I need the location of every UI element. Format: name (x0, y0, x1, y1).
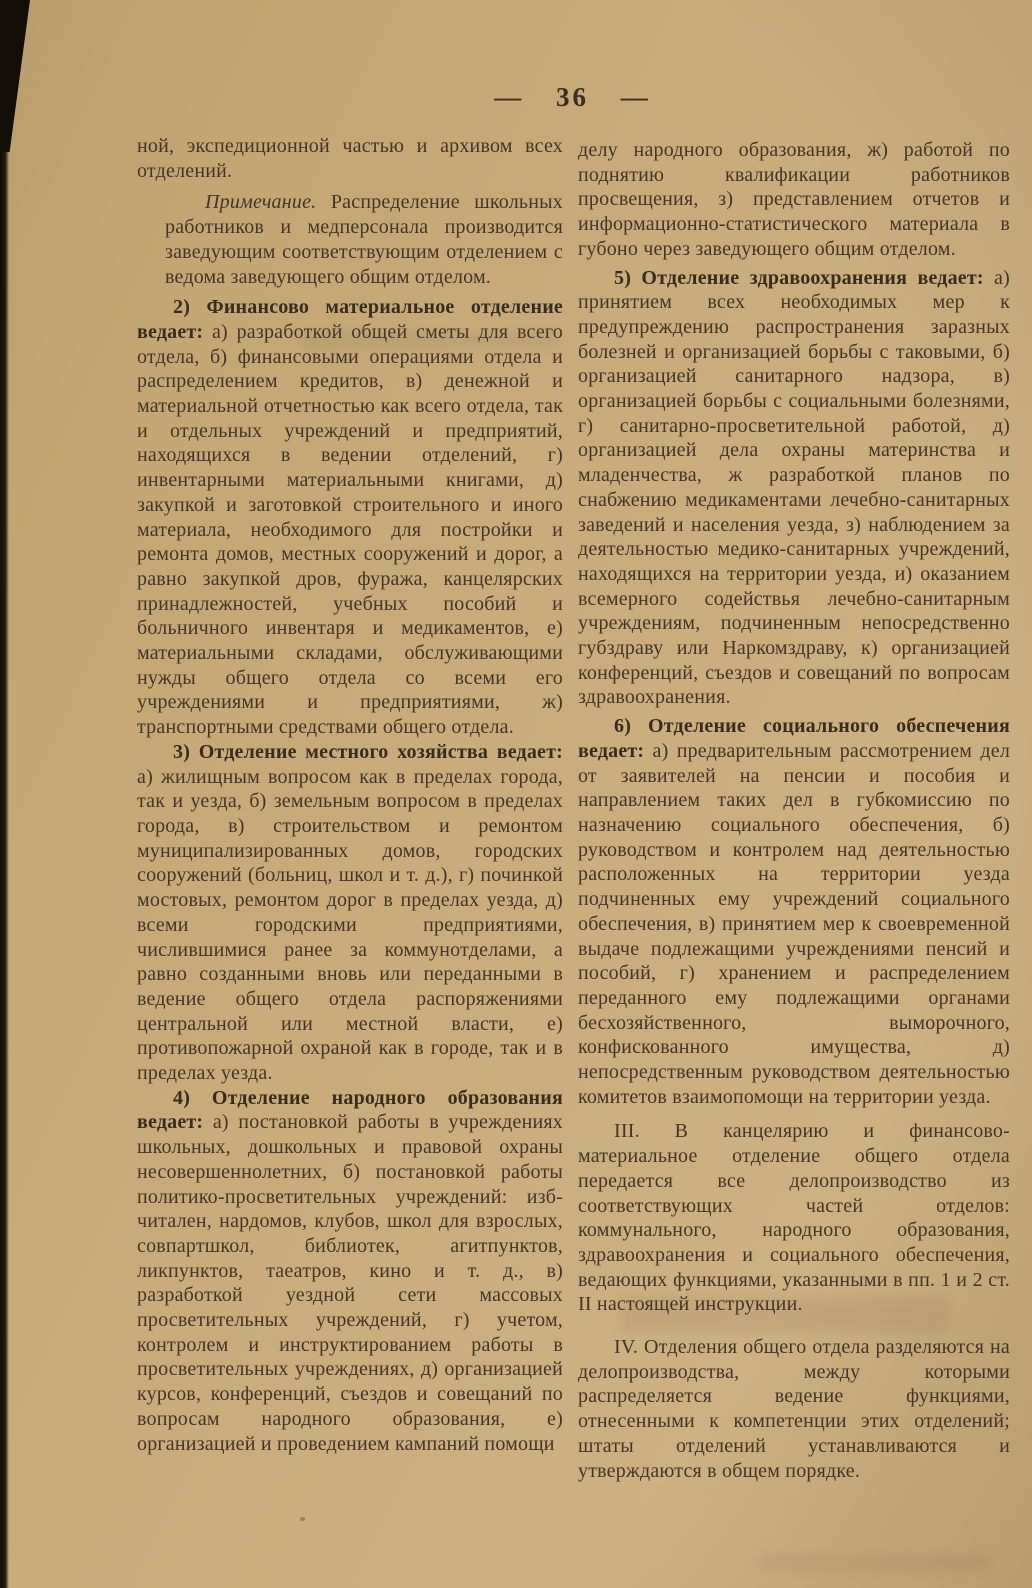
scan-corner-shadow (0, 0, 30, 152)
page-number: — 36 — (494, 82, 651, 112)
paragraph (578, 1119, 1010, 1317)
paragraph (137, 134, 563, 183)
bold-lead-text: 3) Отделение местного хозяйства ведает: (173, 740, 563, 763)
bleedthrough-ghost (760, 1556, 990, 1570)
paragraph (578, 266, 1010, 711)
paragraph (137, 1086, 563, 1457)
paragraph (578, 1335, 1010, 1483)
text-run: а) разработкой общей сметы для всего отдела, б) финансовыми операциями отдела и распределением кредитов, в) денежной и материальной отчетностью как всего отдела, так и отдельных учреждений и предприятий, находящихся в ведении отделений, г) инвентарными материальными книгами, д) закупкой и заготовкой строительного и иного материала, необходимого для постройки и ремонта домов, местных сооружений и дорог, а равно закупкой дров, фуража, канцелярских принадлежностей, учебных пособий и больничного инвентаря и медикаментов, е) материальными складами, обслуживающими нужды общего отдела со всеми его учреждениями и предприятиями, ж) транспортными средствами общего отдела. (137, 320, 563, 739)
paragraph (137, 295, 563, 740)
ink-speck (300, 1517, 305, 1521)
text-run: а) предварительным рассмотрением дел от заявителей на пенсии и пособия и направлением таких дел в губкомиссию по назначению социального обеспечения, б) руководством и контролем над деятельностью расположенных на территории уезда подчиненных ему учреждений социального обеспечения, в) принятием мер к своевременной выдаче подлежащими учреждениями пенсий и пособий, г) хранением и распределением переданного ему подлежащими органами бесхозяйственного, выморочного, конфискованного имущества, д) непосредственным руководством деятельностью комитетов взаимопомощи на территории уезда. (578, 739, 1010, 1108)
scan-edge-shadow (0, 0, 9, 1588)
paragraph (578, 138, 1010, 262)
text-run: а) жилищным вопросом как в пределах города, так и уезда, б) земельным вопросом в пределах города, в) строительством и ремонтом муниципализированных домов, городских сооружений (больниц, школ и т. д.), г) починкой мостовых, ремонтом дорог в пределах уезда, д) всеми городскими предприятиями, числившимися ранее за коммунотделами, а равно созданными вновь или переданными в ведение общего отдела распоряжениями центральной или местной власти, е) противопожарной охраной как в городе, так и в пределах уезда. (137, 765, 563, 1085)
text-run: III. В канцелярию и финансово-материальное отделение общего отдела передается все делопроизводство из соответствующих частей отделов: коммунального, народного образования, здравоохранения и социального обеспечения, ведающих функциями, указанными в пп. 1 и 2 ст. II настоящей инструкции. (578, 1120, 1010, 1316)
text-run: делу народного образования, ж) работой по поднятию квалификации работников просвещения, з) представлением отчетов и информационно-статистического материала в губоно через заведующего общим отделом. (578, 139, 1010, 260)
text-run: ной, экспедиционной частью и архивом всех отделений. (137, 135, 563, 182)
note-paragraph (165, 190, 563, 289)
right-text-column (578, 138, 1010, 1483)
bold-lead-text: 2) Финансово материальное отделение ведает: (137, 296, 563, 343)
text-run: IV. Отделения общего отдела разделяются на делопроизводства, между которыми распределяется ведение функциями, отнесенными к компетенции этих отделений; штаты отделений устанавливаются и утверждаются в общем порядке. (578, 1336, 1010, 1482)
text-run: а) постановкой работы в учреждениях школьных, дошкольных и правовой охраны несовершеннолетних, б) постановкой работы политико-просветительных учреждений: изб-читален, нардомов, клубов, школ для взрослых, совпартшкол, библиотек, агитпунктов, ликпунктов, таеатров, кино и т. д., в) разработкой уездной сети массовых просветительных учреждений, г) учетом, контролем и инструктированием работы в просветительных учреждениях, д) организацией курсов, конференций, съездов и совещаний по вопросам народного образования, е) организацией и проведением кампаний помощи (137, 1111, 563, 1455)
text-run: Распределение школьных работников и медперсонала производится заведующим соответствующим отделением с ведома заведующего общим отделом. (165, 191, 563, 288)
bold-lead-text: 6) Отделение социального обеспечения ведает: (578, 715, 1010, 762)
text-run: а) принятием всех необходимых мер к предупреждению распространения заразных болезней и организацией борьбы с таковыми, б) организацией санитарного надзора, в) организацией борьбы с социальными болезнями, г) санитарно-просветительной работой, д) организацией дела охраны материнства и младенчества, ж разработкой планов по снабжению медикаментами лечебно-санитарных заведений и населения уезда, з) наблюдением за деятельностью медико-санитарных учреждений, находящихся на территории уезда, и) оказанием всемерного содействья лечебно-санитарным учреждениям, подчиненным непосредственно губздраву или Наркомздраву, к) организацией конференций, съездов и совещаний по вопросам здравоохранения. (578, 266, 1010, 709)
left-text-column (137, 134, 563, 1456)
bold-lead-text: 4) Отделение народного образования ведает: (137, 1086, 563, 1134)
bold-lead-text: 5) Отделение здравоохранения ведает: (614, 266, 984, 289)
italic-lead-text: Примечание. (205, 191, 317, 214)
paragraph (578, 714, 1010, 1109)
paragraph (137, 740, 563, 1086)
